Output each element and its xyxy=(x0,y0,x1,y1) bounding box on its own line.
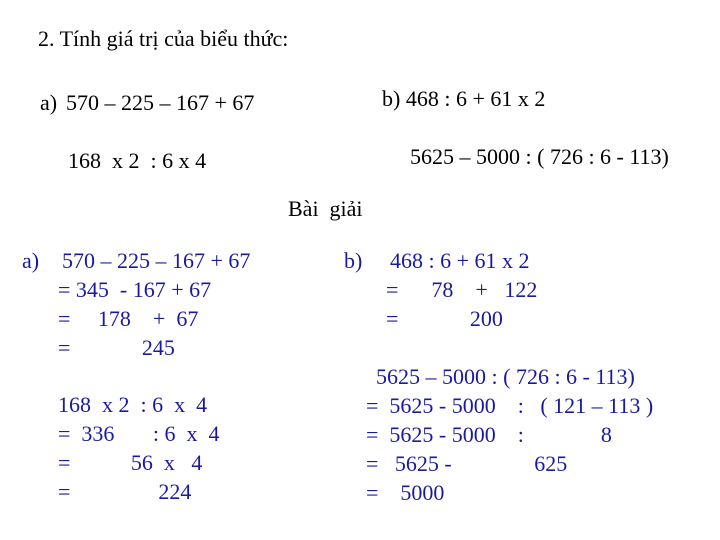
solution-b-line-3: = 200 xyxy=(386,306,503,331)
solution-c-line-2: = 336 : 6 x 4 xyxy=(58,421,220,446)
solution-a-label: a) xyxy=(22,248,40,273)
solution-c-line-3: = 56 x 4 xyxy=(58,450,203,475)
solution-d-line-2: = 5625 - 5000 : ( 121 – 113 ) xyxy=(366,393,654,418)
solution-a-line-3: = 178 + 67 xyxy=(58,306,199,331)
solution-d-line-3: = 5625 - 5000 : 8 xyxy=(366,422,612,447)
solution-b-line-1: 468 : 6 + 61 x 2 xyxy=(390,248,530,273)
question-c-expression: 168 x 2 : 6 x 4 xyxy=(68,148,207,173)
question-a-label: a) xyxy=(40,90,58,115)
solution-d-line-4: = 5625 - 625 xyxy=(366,451,568,476)
solution-a-line-1: 570 – 225 – 167 + 67 xyxy=(62,248,251,273)
solution-a-line-4: = 245 xyxy=(58,335,175,360)
solution-c-line-4: = 224 xyxy=(58,479,192,504)
exercise-title: 2. Tính giá trị của biểu thức: xyxy=(38,26,289,51)
question-d-expression: 5625 – 5000 : ( 726 : 6 - 113) xyxy=(410,144,669,169)
solution-c-line-1: 168 x 2 : 6 x 4 xyxy=(58,392,208,417)
solution-d-line-5: = 5000 xyxy=(366,480,445,505)
solution-b-label: b) xyxy=(344,248,363,273)
question-a-expression: 570 – 225 – 167 + 67 xyxy=(66,90,255,115)
solution-a-line-2: = 345 - 167 + 67 xyxy=(58,277,212,302)
solution-d-line-1: 5625 – 5000 : ( 726 : 6 - 113) xyxy=(376,364,635,389)
solution-heading: Bài giải xyxy=(288,196,363,221)
question-b-expression: b) 468 : 6 + 61 x 2 xyxy=(382,86,546,111)
solution-b-line-2: = 78 + 122 xyxy=(386,277,538,302)
